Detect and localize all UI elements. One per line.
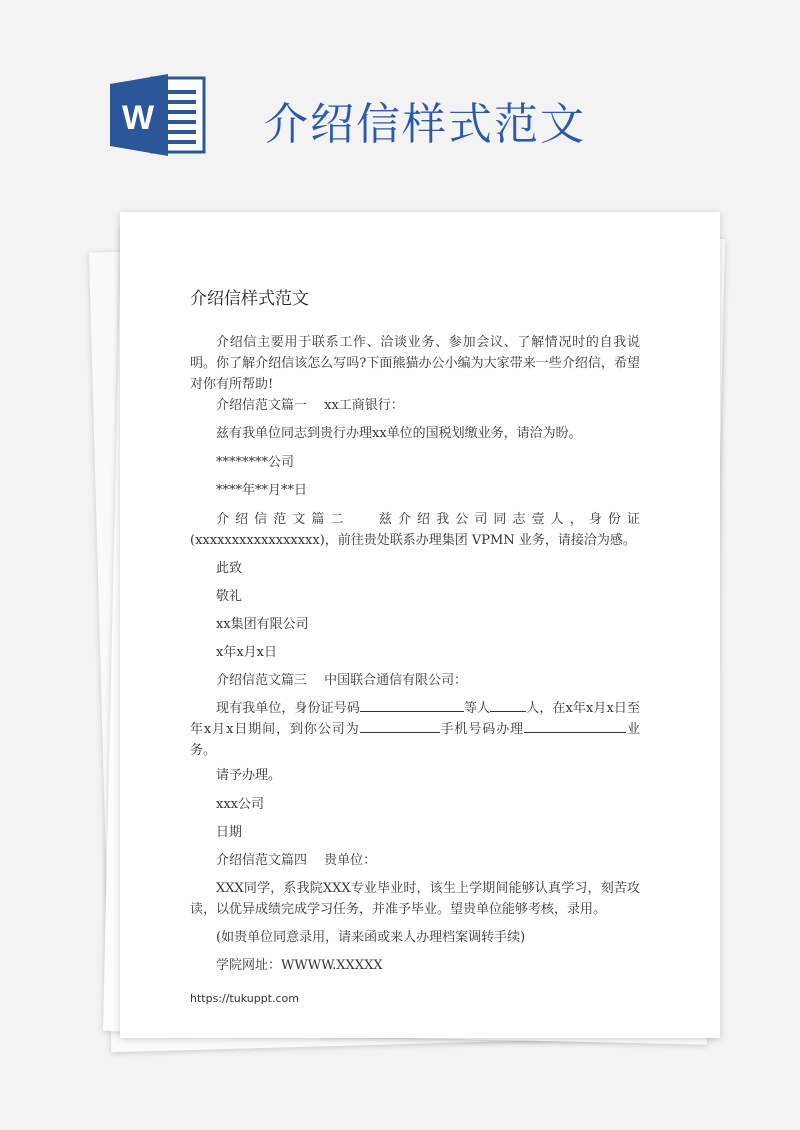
example2-body: 介绍信范文篇二 兹介绍我公司同志壹人，身份证(xxxxxxxxxxxxxxxxx)，前往贵处联系办理集团 VPMN 业务，请接洽为感。 <box>190 512 640 548</box>
word-logo-icon <box>108 70 208 160</box>
page-title: 介绍信样式范文 <box>264 99 586 150</box>
fill-blank <box>524 720 626 733</box>
example4-note: (如贵单位同意录用，请来函或来人办理档案调转手续) <box>216 930 526 945</box>
example4-heading: 介绍信范文篇四 贵单位： <box>216 853 377 868</box>
example3-body: 现有我单位，身份证号码 等人 人，在x年x月x日至年x月x日期间，到你公司为 手机号码办理 业务。 <box>190 701 640 758</box>
example2-closing: 敬礼 <box>216 589 243 604</box>
example3-request: 请予办理。 <box>216 768 282 783</box>
example4-body: XXX同学，系我院XXX专业毕业时，该生上学期间能够认真学习，刻苦攻读，以优异成绩完成学习任务，并准予毕业。望贵单位能够考核，录用。 <box>190 881 640 917</box>
example2-company: xx集团有限公司 <box>216 617 309 632</box>
document-page <box>120 212 720 1038</box>
example3-date: 日期 <box>216 825 243 840</box>
intro-paragraph: 介绍信主要用于联系工作、洽谈业务、参加会议、了解情况时的自我说明。你了解介绍信该怎么写吗?下面熊猫办公小编为大家带来一些介绍信，希望对你有所帮助! <box>190 335 640 392</box>
example3-heading: 介绍信范文篇三 中国联合通信有限公司： <box>216 673 468 688</box>
fill-blank <box>360 720 440 733</box>
example1-date: ****年**月**日 <box>216 483 308 498</box>
fill-blank <box>490 699 526 712</box>
example1-company: ********公司 <box>216 455 295 470</box>
example2-date: x年x月x日 <box>216 645 277 660</box>
example1-heading: 介绍信范文篇一 xx工商银行： <box>216 398 404 413</box>
footer-url: https://tukuppt.com <box>190 992 299 1005</box>
fill-blank <box>360 699 464 712</box>
example1-body: 兹有我单位同志到贵行办理xx单位的国税划缴业务，请洽为盼。 <box>216 426 582 441</box>
example3-company: xxx公司 <box>216 797 264 812</box>
example2-salutation: 此致 <box>216 561 243 576</box>
word-logo-letter: W <box>121 99 155 137</box>
example4-website: 学院网址：WWWW.XXXXX <box>216 958 383 973</box>
document-title: 介绍信样式范文 <box>190 289 309 309</box>
